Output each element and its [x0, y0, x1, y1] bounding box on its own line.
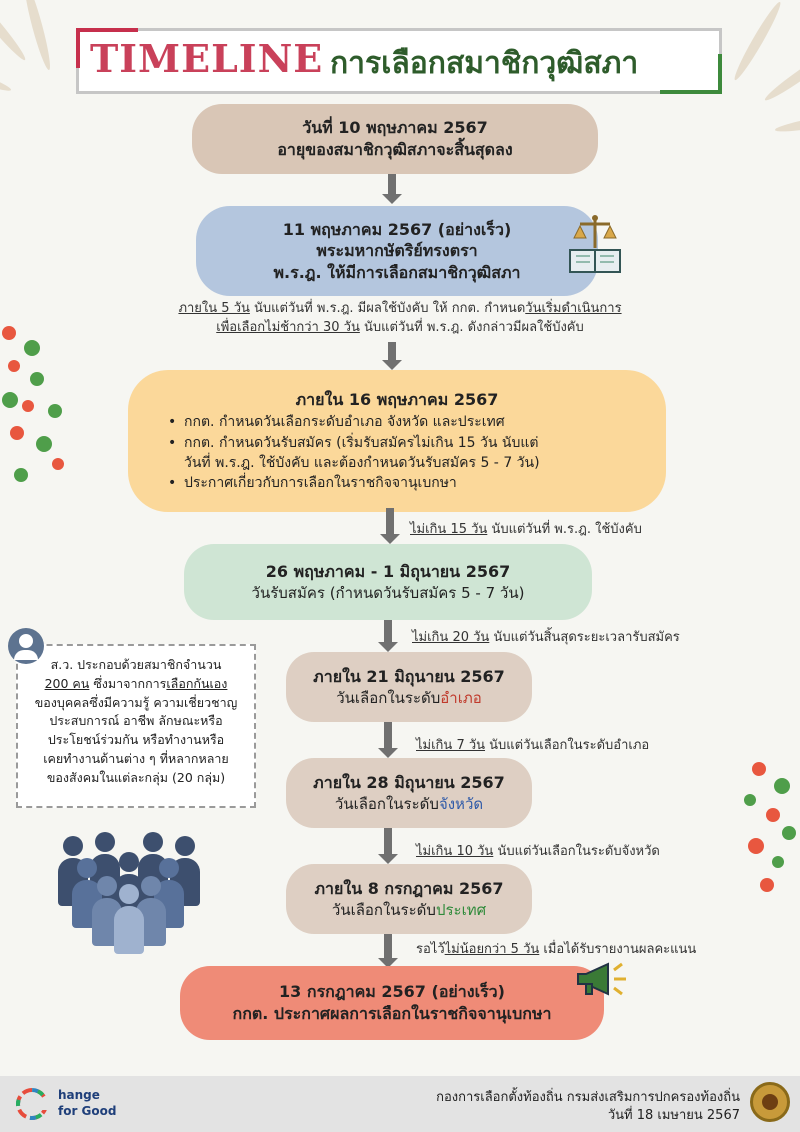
- side-underline-self-select: เลือกกันเอง: [166, 675, 228, 691]
- note-2-text: นับแต่วันที่ พ.ร.ฎ. ใช้บังคับ: [487, 522, 642, 537]
- dot-decoration: [766, 808, 780, 822]
- side-line-5: ประโยชน์ร่วมกัน หรือทำงานหรือ: [47, 732, 225, 747]
- megaphone-icon: [574, 960, 630, 1000]
- level-amphoe: อำเภอ: [440, 688, 482, 707]
- dot-decoration: [772, 856, 784, 868]
- level-prefix: วันเลือกในระดับ: [334, 794, 439, 813]
- level-changwat: จังหวัด: [438, 794, 484, 813]
- arrow-down: [380, 508, 400, 544]
- note-2-underline: ไม่เกิน 15 วัน: [410, 522, 488, 537]
- step-2-date: 11 พฤษภาคม 2567 (อย่างเร็ว): [282, 219, 512, 239]
- note-7-days: [416, 734, 649, 755]
- side-line-2: [26, 675, 246, 694]
- note-5-underline: ไม่เกิน 10 วัน: [416, 844, 494, 859]
- dot-decoration: [774, 778, 790, 794]
- side-line-1: ส.ว. ประกอบด้วยสมาชิกจำนวน: [50, 657, 222, 672]
- step-3-date: ภายใน 16 พฤษภาคม 2567: [295, 389, 499, 409]
- bullet-text-continued: วันที่ พ.ร.ฎ. ใช้บังคับ และต้องกำหนดวันรับสมัคร 5 - 7 วัน): [184, 454, 540, 471]
- note-1-text-1: นับแต่วันที่ พ.ร.ฎ. มีผลใช้บังคับ: [249, 301, 429, 316]
- dot-decoration: [748, 838, 764, 854]
- note-wait-5-days: [416, 938, 696, 959]
- dot-decoration: [8, 360, 20, 372]
- dot-decoration: [24, 340, 40, 356]
- note-1-underline-2: วันเริ่มดำเนินการ: [525, 301, 622, 316]
- step-4-box: [184, 544, 592, 620]
- arrow-down: [378, 620, 398, 652]
- organization-name: กองการเลือกตั้งท้องถิ่น กรมส่งเสริมการปกครองท้องถิ่น: [436, 1090, 740, 1105]
- note-1-text-2: ให้ กกต. กำหนด: [428, 301, 526, 316]
- step-3-box: [128, 370, 666, 512]
- step-6-box: [286, 758, 532, 828]
- step-3-bullets: [168, 412, 540, 493]
- step-5-date: ภายใน 21 มิถุนายน 2567: [313, 667, 505, 687]
- step-8-date: 13 กรกฎาคม 2567 (อย่างเร็ว): [279, 982, 505, 1002]
- note-1-text-3: นับแต่วันที่ พ.ร.ฎ. ดังกล่าวมีผลใช้บังคับ: [359, 319, 584, 335]
- dot-decoration: [48, 404, 62, 418]
- bullet-text: ประกาศเกี่ยวกับการเลือกในราชกิจจานุเบกษา: [184, 475, 457, 492]
- arrow-down: [382, 342, 402, 370]
- step-6-date: ภายใน 28 มิถุนายน 2567: [313, 773, 505, 793]
- arrow-down: [378, 722, 398, 758]
- title-thai: การเลือกสมาชิกวุฒิสภา: [330, 46, 639, 81]
- step-6-text: [335, 794, 483, 814]
- note-3-text: นับแต่วันสิ้นสุดระยะเวลารับสมัคร: [489, 630, 680, 645]
- leaf-decoration: [0, 55, 13, 95]
- note-6-prefix: รอไว้: [416, 942, 445, 957]
- step-8-text: กกต. ประกาศผลการเลือกในราชกิจจานุเบกษา: [232, 1004, 552, 1023]
- side-line-3: ของบุคคลซึ่งมีความรู้ ความเชี่ยวชาญ: [34, 694, 238, 710]
- step-2-line1: พระมหากษัตริย์ทรงตรา: [316, 241, 478, 261]
- publish-date: วันที่ 18 เมษายน 2567: [607, 1108, 740, 1123]
- step-5-box: [286, 652, 532, 722]
- level-prefix: วันเลือกในระดับ: [331, 900, 436, 919]
- bullet-text: กกต. กำหนดวันรับสมัคร (เริ่มรับสมัครไม่เกิน 15 วัน นับแต่: [184, 434, 539, 451]
- dot-decoration: [10, 426, 24, 440]
- scale-book-icon: [566, 212, 624, 276]
- side-line-4: ประสบการณ์ อาชีพ ลักษณะหรือ: [49, 713, 223, 729]
- dot-decoration: [36, 436, 52, 452]
- side-underline-200: 200 คน: [44, 675, 90, 691]
- brand-line-1: hange: [58, 1088, 100, 1102]
- step-8-box: [180, 966, 604, 1040]
- step-3-bullet-3: [168, 473, 540, 493]
- leaf-decoration: [774, 109, 800, 134]
- level-country: ประเทศ: [435, 900, 487, 919]
- step-3-bullet-2: [168, 433, 540, 474]
- step-4-text: วันรับสมัคร (กำหนดวันรับสมัคร 5 - 7 วัน): [251, 583, 525, 602]
- dot-decoration: [2, 326, 16, 340]
- arrow-down: [378, 828, 398, 864]
- step-2-line2: พ.ร.ฎ. ให้มีการเลือกสมาชิกวุฒิสภา: [273, 262, 521, 282]
- note-4-text: นับแต่วันเลือกในระดับอำเภอ: [485, 738, 650, 753]
- dot-decoration: [752, 762, 766, 776]
- level-prefix: วันเลือกในระดับ: [336, 688, 441, 707]
- step-7-date: ภายใน 8 กรกฎาคม 2567: [314, 879, 504, 899]
- senate-info-panel: [16, 644, 256, 808]
- step-2-box: [196, 206, 598, 296]
- people-group-icon: [58, 836, 208, 946]
- dot-decoration: [744, 794, 756, 806]
- note-20-days: [412, 626, 680, 647]
- step-7-box: [286, 864, 532, 934]
- leaf-decoration: [731, 0, 785, 82]
- dot-decoration: [14, 468, 28, 482]
- step-1-box: [192, 104, 598, 174]
- title-english: TIMELINE: [90, 36, 324, 81]
- leaf-decoration: [0, 0, 29, 63]
- arrow-down: [378, 934, 398, 968]
- note-4-underline: ไม่เกิน 7 วัน: [416, 738, 486, 753]
- dot-decoration: [760, 878, 774, 892]
- dot-decoration: [22, 400, 34, 412]
- dot-decoration: [52, 458, 64, 470]
- step-5-text: [336, 688, 482, 708]
- note-10-days: [416, 840, 660, 861]
- step-1-date: วันที่ 10 พฤษภาคม 2567: [302, 118, 488, 138]
- note-5-text: นับแต่วันเลือกในระดับจังหวัด: [493, 844, 660, 859]
- step-3-bullet-1: [168, 412, 540, 432]
- dot-decoration: [30, 372, 44, 386]
- government-seal: [750, 1082, 790, 1122]
- note-1-underline-1: ภายใน 5 วัน: [178, 301, 250, 316]
- note-5-days: [130, 300, 670, 338]
- brand-line-2: for Good: [58, 1104, 117, 1118]
- arrow-down: [382, 174, 402, 204]
- step-4-date: 26 พฤษภาคม - 1 มิถุนายน 2567: [265, 562, 511, 582]
- dot-decoration: [2, 392, 18, 408]
- note-1-underline-3: เพื่อเลือกไม่ช้ากว่า 30 วัน: [216, 319, 360, 335]
- side-text: ซึ่งมาจากการ: [89, 675, 167, 691]
- step-1-text: อายุของสมาชิกวุฒิสภาจะสิ้นสุดลง: [277, 140, 513, 159]
- note-15-days: [410, 518, 642, 539]
- side-line-7: ของสังคมในแต่ละกลุ่ม (20 กลุ่ม): [46, 769, 226, 785]
- leaf-decoration: [762, 44, 800, 104]
- change-for-good-logo: [14, 1086, 54, 1122]
- note-3-underline: ไม่เกิน 20 วัน: [412, 630, 490, 645]
- bullet-text: กกต. กำหนดวันเลือกระดับอำเภอ จังหวัด และประเทศ: [184, 414, 505, 431]
- note-6-text: เมื่อได้รับรายงานผลคะแนน: [539, 942, 697, 957]
- leaf-decoration: [21, 0, 54, 71]
- side-line-6: เคยทำงานด้านต่าง ๆ ที่หลากหลาย: [43, 750, 229, 766]
- step-7-text: [332, 900, 486, 920]
- dot-decoration: [782, 826, 796, 840]
- note-6-underline: ไม่น้อยกว่า 5 วัน: [444, 942, 540, 957]
- person-avatar-icon: [8, 628, 44, 664]
